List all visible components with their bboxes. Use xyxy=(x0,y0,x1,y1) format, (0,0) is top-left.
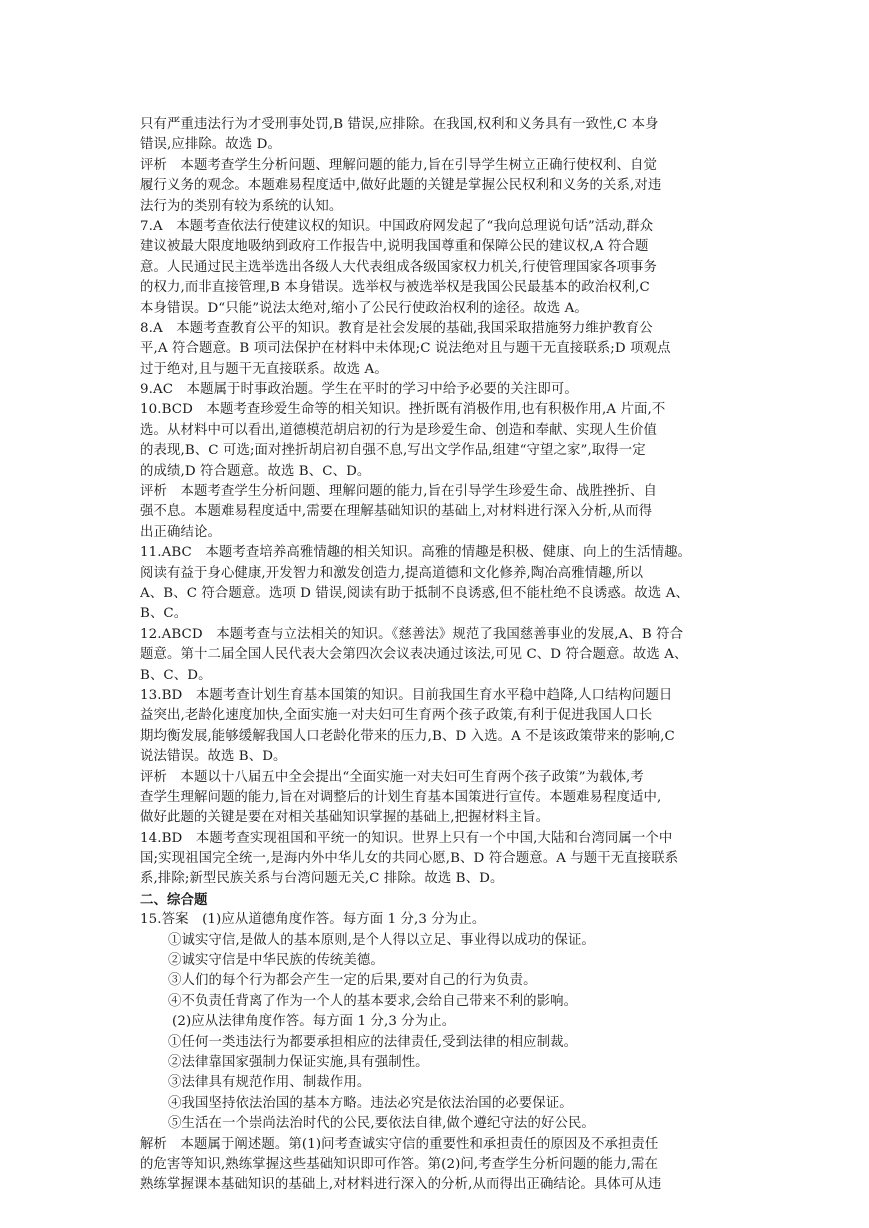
text-line: 10.BCD 本题考查珍爱生命等的相关知识。挫折既有消极作用,也有积极作用,A 片面,不 xyxy=(140,402,666,418)
text-line: B、C。 xyxy=(140,606,188,622)
text-line: 说法错误。故选 B、D。 xyxy=(140,749,287,765)
text-line: 13.BD 本题考查计划生育基本国策的知识。目前我国生育水平稳中趋降,人口结构问题日 xyxy=(140,687,673,703)
answer-line: 15.答案 (1)应从道德角度作答。每方面 1 分,3 分为止。 xyxy=(140,912,486,928)
comprehensive-answer-section xyxy=(140,910,732,1134)
text-line: 期均衡发展,能够缓解我国人口老龄化带来的压力,B、D 入选。A 不是该政策带来的影响,C xyxy=(140,728,675,744)
text-line: 建议被最大限度地吸纳到政府工作报告中,说明我国尊重和保障公民的建议权,A 符合题 xyxy=(140,239,649,255)
text-line: 阅读有益于身心健康,开发智力和激发创造力,提高道德和文化修养,陶冶高雅情趣,所以 xyxy=(140,565,644,581)
answer-point: ③法律具有规范作用、制裁作用。 xyxy=(168,1075,371,1091)
text-line: 11.ABC 本题考查培养高雅情趣的相关知识。高雅的情趣是积极、健康、向上的生活情趣。 xyxy=(140,545,692,561)
text-line: 8.A 本题考查教育公平的知识。教育是社会发展的基础,我国采取措施努力维护教育公 xyxy=(140,320,653,336)
text-line: 本身错误。D“只能”说法太绝对,缩小了公民行使政治权利的途径。故选 A。 xyxy=(140,300,588,316)
answer-point: ③人们的每个行为都会产生一定的后果,要对自己的行为负责。 xyxy=(168,973,537,989)
answer-point: ①任何一类违法行为都要承担相应的法律责任,受到法律的相应制裁。 xyxy=(168,1034,578,1050)
answer-subquestion: (2)应从法律角度作答。每方面 1 分,3 分为止。 xyxy=(172,1014,456,1030)
text-line: 益突出,老龄化速度加快,全面实施一对夫妇可生育两个孩子政策,有利于促进我国人口长 xyxy=(140,708,653,724)
text-line: 系,排除;新型民族关系与台湾问题无关,C 排除。故选 B、D。 xyxy=(140,871,504,887)
text-line: 错误,应排除。故选 D。 xyxy=(140,137,281,153)
analysis-line: 熟练掌握课本基础知识的基础上,对材料进行深入的分析,从而得出正确结论。具体可从违 xyxy=(140,1177,662,1193)
text-line: 的成绩,D 符合题意。故选 B、C、D。 xyxy=(140,463,371,479)
analysis-line: 的危害等知识,熟练掌握这些基础知识即可作答。第(2)问,考查学生分析问题的能力,需在 xyxy=(140,1156,658,1172)
text-line: 出正确结论。 xyxy=(140,524,221,540)
text-line: 题意。第十二届全国人民代表大会第四次会议表决通过该法,可见 C、D 符合题意。故选 A、 xyxy=(140,647,688,663)
choice-answers-section xyxy=(140,115,732,890)
text-line: 评析 本题考查学生分析问题、理解问题的能力,旨在引导学生树立正确行使权利、自觉 xyxy=(140,157,657,173)
text-line: 意。人民通过民主选举选出各级人大代表组成各级国家权力机关,行使管理国家各项事务 xyxy=(140,259,657,275)
answer-point: ④不负责任背离了作为一个人的基本要求,会给自己带来不利的影响。 xyxy=(168,993,578,1009)
text-line: 法行为的类别有较为系统的认知。 xyxy=(140,198,343,214)
section-title: 二、综合题 xyxy=(140,891,208,908)
text-line: 查学生理解问题的能力,旨在对调整后的计划生育基本国策进行宣传。本题难易程度适中, xyxy=(140,789,662,805)
answer-point: ②诚实守信是中华民族的传统美德。 xyxy=(168,953,384,969)
text-line: 国;实现祖国完全统一,是海内外中华儿女的共同心愿,B、D 符合题意。A 与题干无直接联系 xyxy=(140,851,679,867)
text-line: 7.A 本题考查依法行使建议权的知识。中国政府网发起了“我向总理说句话”活动,群众 xyxy=(140,218,654,234)
answer-point: ⑤生活在一个崇尚法治时代的公民,要依法自律,做个遵纪守法的好公民。 xyxy=(168,1116,595,1132)
answer-point: ②法律靠国家强制力保证实施,具有强制性。 xyxy=(168,1054,429,1070)
text-line: 只有严重违法行为才受刑事处罚,B 错误,应排除。在我国,权利和义务具有一致性,C 本身 xyxy=(140,117,659,132)
text-line: 强不息。本题难易程度适中,需要在理解基础知识的基础上,对材料进行深入分析,从而得 xyxy=(140,504,653,520)
answer-point: ①诚实守信,是做人的基本原则,是个人得以立足、事业得以成功的保证。 xyxy=(168,932,595,948)
text-line: 14.BD 本题考查实现祖国和平统一的知识。世界上只有一个中国,大陆和台湾同属一个中 xyxy=(140,830,673,846)
text-line: 做好此题的关键是要在对相关基础知识掌握的基础上,把握材料主旨。 xyxy=(140,810,550,826)
text-line: A、B、C 符合题意。选项 D 错误,阅读有助于抵制不良诱惑,但不能杜绝不良诱惑。故选 A、 xyxy=(140,585,689,601)
text-line: 平,A 符合题意。B 项司法保护在材料中未体现;C 说法绝对且与题干无直接联系;D 项观点 xyxy=(140,341,671,357)
text-line: 评析 本题考查学生分析问题、理解问题的能力,旨在引导学生珍爱生命、战胜挫折、自 xyxy=(140,484,657,500)
text-line: 的权力,而非直接管理,B 本身错误。选举权与被选举权是我国公民最基本的政治权利,C xyxy=(140,280,650,296)
text-line: 的表现,B、C 可选;面对挫折胡启初自强不息,写出文学作品,组建“守望之家”,取得一定 xyxy=(140,443,646,459)
analysis-line: 解析 本题属于阐述题。第(1)问考查诚实守信的重要性和承担责任的原因及不承担责任 xyxy=(140,1136,659,1152)
text-line: 选。从材料中可以看出,道德模范胡启初的行为是珍爱生命、创造和奉献、实现人生价值 xyxy=(140,422,657,438)
text-line: 履行义务的观念。本题难易程度适中,做好此题的关键是掌握公民权利和义务的关系,对违 xyxy=(140,178,662,194)
text-line: 评析 本题以十八届五中全会提出“全面实施一对夫妇可生育两个孩子政策”为载体,考 xyxy=(140,769,644,785)
text-line: 12.ABCD 本题考查与立法相关的知识。《慈善法》规范了我国慈善事业的发展,A、B 符合 xyxy=(140,626,684,642)
analysis-section xyxy=(140,1135,732,1196)
text-line: 9.AC 本题属于时事政治题。学生在平时的学习中给予必要的关注即可。 xyxy=(140,382,578,398)
text-line: B、C、D。 xyxy=(140,667,212,683)
answer-analysis-page xyxy=(140,115,732,1196)
answer-point: ④我国坚持依法治国的基本方略。违法必究是依法治国的必要保证。 xyxy=(168,1095,573,1111)
text-line: 过于绝对,且与题干无直接联系。故选 A。 xyxy=(140,361,388,377)
